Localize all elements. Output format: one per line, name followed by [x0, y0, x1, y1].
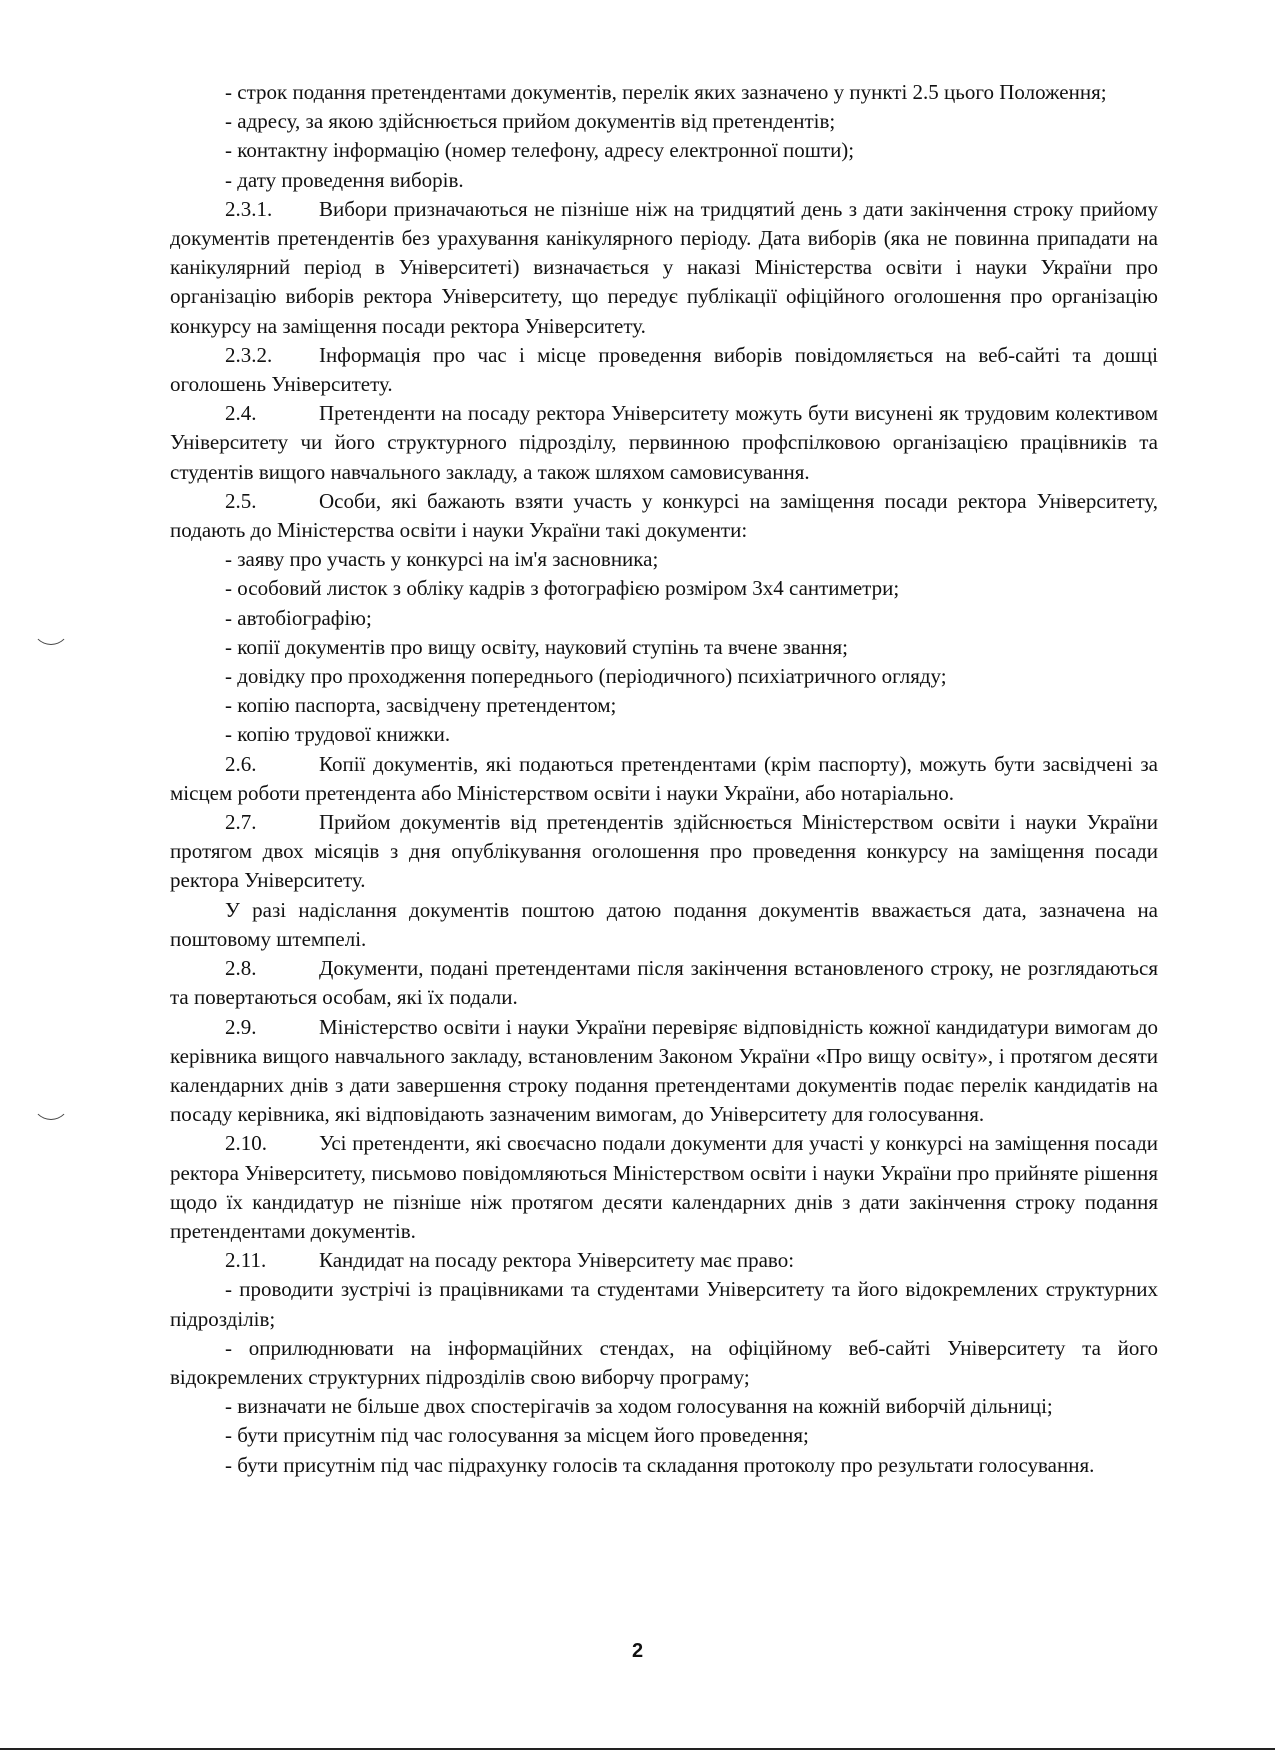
list-item: - бути присутнім під час голосування за місцем його проведення;: [225, 1423, 809, 1448]
list-item: - копію паспорта, засвідчену претендентом;: [225, 693, 617, 718]
paragraph-text: Документи, подані претендентами після закінчення встановленого строку, не розглядаються та повертаються особам, які їх подали.: [170, 956, 1158, 1010]
paragraph-number: 2.9.: [225, 1014, 257, 1039]
paragraph-number: 2.8.: [225, 956, 257, 981]
paragraph-number: 2.3.2.: [225, 342, 273, 367]
numbered-paragraph: [170, 954, 1158, 1012]
paragraph-number: 2.7.: [225, 810, 257, 835]
paragraph-text: Претенденти на посаду ректора Університету можуть бути висунені як трудовим колективом Університету чи його структурного підрозділу, первинною профспілковою організацією працівників та студентів вищого навчального закладу, а також шляхом самовисування.: [170, 401, 1158, 484]
list-item: - дату проведення виборів.: [225, 167, 464, 192]
paragraph: У разі надіслання документів поштою датою подання документів вважається дата, зазначена на поштовому штемпелі.: [170, 897, 1158, 951]
list-item: - адресу, за якою здійснюється прийом документів від претендентів;: [225, 109, 836, 134]
page-number: 2: [631, 1640, 644, 1662]
numbered-paragraph: [170, 1013, 1158, 1130]
document-body: [170, 78, 1158, 1480]
numbered-paragraph: [170, 808, 1158, 896]
paragraph-number: 2.6.: [225, 751, 257, 776]
numbered-paragraph: [170, 750, 1158, 808]
list-item: - особовий листок з обліку кадрів з фотографією розміром 3х4 сантиметри;: [225, 576, 900, 601]
paragraph-number: 2.3.1.: [225, 196, 273, 221]
numbered-paragraph: [170, 341, 1158, 399]
numbered-paragraph: [170, 1129, 1158, 1246]
paragraph-number: 2.11.: [225, 1248, 267, 1273]
paragraph-text: Інформація про час і місце проведення виборів повідомляється на веб-сайті та дошці оголошень Університету.: [170, 342, 1158, 397]
paragraph-number: 2.10.: [225, 1131, 267, 1156]
list-item: - контактну інформацію (номер телефону, адресу електронної пошти);: [225, 138, 855, 163]
paragraph-text: Кандидат на посаду ректора Університету має право:: [319, 1248, 795, 1273]
scan-artifact-mark: [32, 1100, 70, 1120]
paragraph-text: Усі претенденти, які своєчасно подали документи для участі у конкурсі на заміщення посади ректора Університету, письмово повідомляються Міністерством освіти і науки України про прийняте рішення щодо їх кандидатур не пізніше ніж протягом десяти календарних днів з дати закінчення строку подання претендентами документів.: [170, 1131, 1158, 1243]
numbered-paragraph: [170, 195, 1158, 341]
numbered-paragraph: [170, 1246, 1158, 1275]
list-item: - оприлюднювати на інформаційних стендах, на офіційному веб-сайті Університету та його відокремлених структурних підрозділів свою виборчу програму;: [170, 1335, 1158, 1389]
scan-artifact-mark: [32, 625, 70, 645]
list-item: - проводити зустрічі із працівниками та студентами Університету та його відокремлених структурних підрозділів;: [170, 1277, 1158, 1331]
list-item: - заяву про участь у конкурсі на ім'я засновника;: [225, 547, 659, 572]
list-item: - строк подання претендентами документів, перелік яких зазначено у пункті 2.5 цього Положення;: [225, 80, 1107, 104]
paragraph-number: 2.4.: [225, 401, 257, 426]
paragraph-text: Міністерство освіти і науки України перевіряє відповідність кожної кандидатури вимогам до керівника вищого навчального закладу, встановленим Законом України «Про вищу освіту», і протягом десяти календарних днів з дати завершення строку подання претендентами документів подає перелік кандидатів на посаду керівника, які відповідають зазначеним вимогам, до Університету для голосування.: [170, 1014, 1158, 1127]
list-item: - бути присутнім під час підрахунку голосів та складання протоколу про результати голосування.: [225, 1452, 1095, 1477]
list-item: - визначати не більше двох спостерігачів за ходом голосування на кожній виборчій дільниці;: [225, 1394, 1053, 1419]
paragraph-text: Вибори призначаються не пізніше ніж на тридцятий день з дати закінчення строку прийому документів претендентів без урахування канікулярного періоду. Дата виборів (яка не повинна припадати на канікулярний період в Університеті) визначається у наказі Міністерства освіти і науки України про організацію виборів ректора Університету, що передує публікації офіційного оголошення про організацію конкурсу на заміщення посади ректора Університету.: [170, 196, 1158, 338]
list-item: - копії документів про вищу освіту, науковий ступінь та вчене звання;: [225, 634, 848, 659]
list-item: - довідку про проходження попереднього (періодичного) психіатричного огляду;: [225, 664, 947, 689]
list-item: - копію трудової книжки.: [225, 722, 451, 747]
paragraph-text: Прийом документів від претендентів здійснюється Міністерством освіти і науки України протягом двох місяців з дня опублікування оголошення про проведення конкурсу на заміщення посади ректора Університету.: [170, 810, 1158, 893]
scan-edge-line: [0, 1748, 1275, 1750]
list-item: - автобіографію;: [225, 605, 372, 630]
paragraph-number: 2.5.: [225, 488, 257, 513]
numbered-paragraph: [170, 399, 1158, 487]
numbered-paragraph: [170, 487, 1158, 545]
paragraph-text: Копії документів, які подаються претендентами (крім паспорту), можуть бути засвідчені за місцем роботи претендента або Міністерством освіти і науки України, або нотаріально.: [170, 751, 1158, 805]
paragraph-text: Особи, які бажають взяти участь у конкурсі на заміщення посади ректора Університету, подають до Міністерства освіти і науки України такі документи:: [170, 488, 1158, 543]
